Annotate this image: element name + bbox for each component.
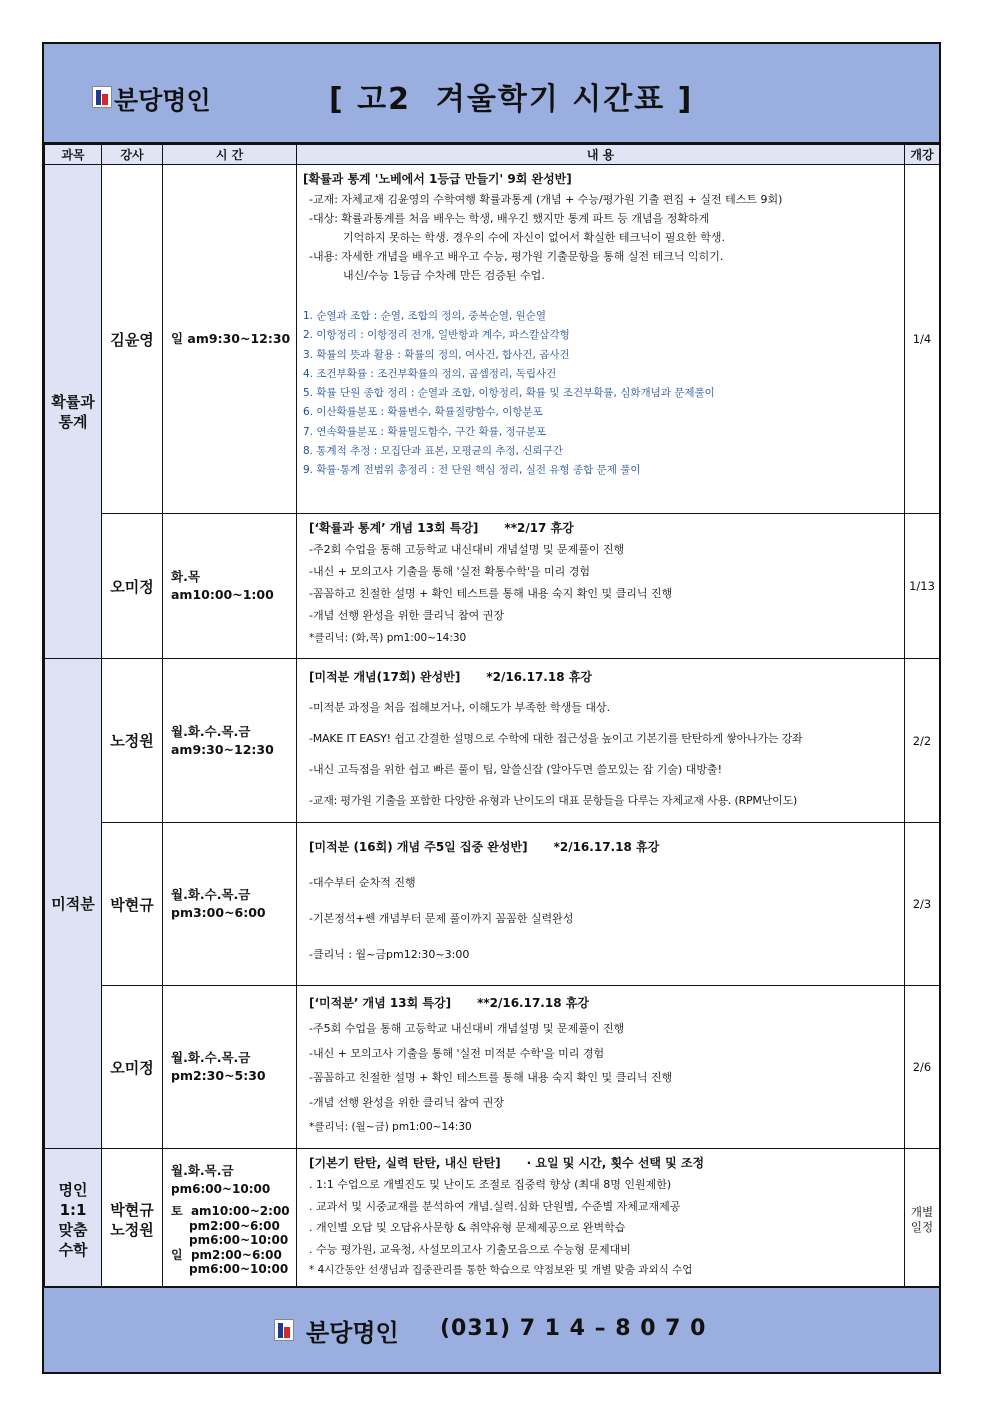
curriculum-item: 1. 순열과 조합 : 순열, 조합의 정의, 중복순열, 원순열 bbox=[303, 310, 546, 322]
col-start: 개강 bbox=[905, 145, 940, 165]
class-content bbox=[297, 1149, 905, 1291]
timetable bbox=[44, 144, 940, 1291]
curriculum-item: 8. 통계적 추정 : 모집단과 표본, 모평균의 추정, 신뢰구간 bbox=[303, 445, 563, 458]
col-teacher: 강사 bbox=[102, 145, 163, 165]
teacher-name: 박현규 노정원 bbox=[102, 1149, 163, 1291]
course-title: [‘확률과 통계’ 개념 13회 특강] bbox=[309, 521, 479, 535]
class-time: 월.화.수.목.금 am9:30~12:30 bbox=[163, 659, 297, 823]
course-title: [확률과 통계 '노베에서 1등급 만들기' 9회 완성반] bbox=[303, 172, 572, 186]
detail-line: -미적분 과정을 처음 접해보거나, 이해도가 부족한 학생들 대상. bbox=[309, 701, 611, 714]
table-row bbox=[45, 823, 940, 986]
curriculum-item: 3. 확률의 뜻과 활용 : 확률의 정의, 여사건, 합사건, 곱사건 bbox=[303, 348, 570, 361]
detail-line: -내용: 자세한 개념을 배우고 배우고 수능, 평가원 기출문항을 통해 실전 테크닉 익히기. bbox=[309, 250, 724, 263]
detail-line: *클리닉: (월~금) pm1:00~14:30 bbox=[309, 1121, 472, 1133]
curriculum-item: 7. 연속확률분포 : 확률밀도함수, 구간 확률, 정규분포 bbox=[303, 425, 547, 438]
table-header-row bbox=[45, 145, 940, 165]
col-content: 내 용 bbox=[297, 145, 905, 165]
curriculum-item: 6. 이산확률분포 : 확률변수, 확률질량함수, 이항분포 bbox=[303, 406, 543, 419]
subject-name: 확률과 통계 bbox=[51, 392, 95, 431]
class-time: 월.화.수.목.금 pm3:00~6:00 bbox=[163, 823, 297, 986]
teacher-name: 김윤영 bbox=[102, 165, 163, 514]
teacher-name: 노정원 bbox=[102, 659, 163, 823]
start-date: 2/6 bbox=[905, 986, 940, 1149]
start-date: 1/4 bbox=[905, 165, 940, 514]
detail-line: -기본정석+쎈 개념부터 문제 풀이까지 꼼꼼한 실력완성 bbox=[309, 912, 574, 925]
class-content bbox=[297, 514, 905, 659]
holiday-note: *2/16.17.18 휴강 bbox=[553, 840, 660, 854]
table-row bbox=[45, 659, 940, 823]
class-content bbox=[297, 823, 905, 986]
page-title: [ 고2 겨울학기 시간표 ] bbox=[329, 82, 694, 117]
start-date: 1/13 bbox=[905, 514, 940, 659]
detail-line: -대수부터 순차적 진행 bbox=[309, 876, 416, 889]
detail-line: -내신 + 모의고사 기출을 통해 '실전 확통수학'을 미리 경험 bbox=[309, 565, 590, 578]
table-row bbox=[45, 165, 940, 514]
page-footer bbox=[44, 1286, 939, 1372]
detail-line: . 교과서 및 시중교재를 분석하여 개념.실력.심화 단원별, 수준별 자체교재제공 bbox=[309, 1199, 681, 1213]
course-title: [미적분 (16회) 개념 주5일 집중 완성반] bbox=[309, 840, 528, 854]
start-date: 개별 일정 bbox=[905, 1149, 940, 1291]
course-title: [‘미적분’ 개념 13회 특강] bbox=[309, 996, 452, 1010]
detail-line: -개념 선행 완성을 위한 클리닉 참여 권장 bbox=[309, 609, 504, 622]
detail-line: -내신 + 모의고사 기출을 통해 '실전 미적분 수학'을 미리 경험 bbox=[309, 1046, 605, 1060]
teacher-name: 박현규 bbox=[102, 823, 163, 986]
detail-line: -MAKE IT EASY! 쉽고 간결한 설명으로 수학에 대한 접근성을 높이고 기본기를 탄탄하게 쌓아나가는 강좌 bbox=[309, 732, 803, 745]
detail-line: . 개인별 오답 및 오답유사문항 & 취약유형 문제제공으로 완벽학습 bbox=[309, 1221, 626, 1234]
start-date: 2/3 bbox=[905, 823, 940, 986]
page-frame bbox=[42, 42, 941, 1374]
detail-line: -주5회 수업을 통해 고등학교 내신대비 개념설명 및 문제풀이 진행 bbox=[309, 1022, 625, 1035]
detail-line: . 1:1 수업으로 개별진도 및 난이도 조절로 집중력 향상 (최대 8명 인원제한) bbox=[309, 1178, 672, 1191]
detail-line: -교재: 평가원 기출을 포함한 다양한 유형과 난이도의 대표 문항들을 다루는 자체교재 사용. (RPM난이도) bbox=[309, 794, 798, 807]
table-row bbox=[45, 986, 940, 1149]
curriculum-item: 9. 확률·통계 전범위 총정리 : 전 단원 핵심 정리, 실전 유형 종합 문제 풀이 bbox=[303, 464, 641, 477]
table-row bbox=[45, 514, 940, 659]
curriculum-item: 4. 조건부확률 : 조건부확률의 정의, 곱셈정리, 독립사건 bbox=[303, 367, 557, 380]
subject-name: 명인 1:1 맞춤 수학 bbox=[58, 1180, 88, 1259]
curriculum-item: 5. 확률 단원 종합 정리 : 순열과 조합, 이항정리, 확률 및 조건부확률, 심화개념과 문제풀이 bbox=[303, 387, 715, 400]
footer-brand: 분당명인 bbox=[306, 1319, 399, 1347]
holiday-note: **2/17 휴강 bbox=[504, 521, 574, 535]
detail-line: -교재: 자체교재 김윤영의 수학여행 확률과통계 (개념 + 수능/평가원 기출 편집 + 실전 테스트 9회) bbox=[309, 193, 783, 206]
holiday-note: *2/16.17.18 휴강 bbox=[486, 670, 592, 684]
academy-logo-icon bbox=[92, 86, 112, 108]
class-content bbox=[297, 986, 905, 1149]
detail-line: -꼼꼼하고 친절한 설명 + 확인 테스트를 통해 내용 숙지 확인 및 클리닉 진행 bbox=[309, 1071, 673, 1084]
subject-cell bbox=[45, 165, 102, 659]
class-time: 일 am9:30~12:30 bbox=[163, 165, 297, 514]
subject-cell bbox=[45, 659, 102, 1149]
detail-line: -클리닉 : 월~금pm12:30~3:00 bbox=[309, 948, 470, 961]
course-title: [기본기 탄탄, 실력 탄탄, 내신 탄탄] bbox=[309, 1156, 501, 1170]
col-time: 시 간 bbox=[163, 145, 297, 165]
subject-name: 미적분 bbox=[51, 894, 95, 913]
detail-line: -개념 선행 완성을 위한 클리닉 참여 권장 bbox=[309, 1095, 504, 1109]
start-date: 2/2 bbox=[905, 659, 940, 823]
table-row bbox=[45, 1149, 940, 1291]
curriculum-item: 2. 이항정리 : 이항정리 전개, 일반항과 계수, 파스칼삼각형 bbox=[303, 329, 570, 342]
detail-line: 내신/수능 1등급 수차례 만든 검증된 수업. bbox=[343, 269, 545, 282]
brand-name: 분당명인 bbox=[114, 86, 211, 115]
col-subject: 과목 bbox=[45, 145, 102, 165]
page-header bbox=[44, 44, 939, 144]
detail-line: -꼼꼼하고 친절한 설명 + 확인 테스트를 통해 내용 숙지 확인 및 클리닉 진행 bbox=[309, 587, 673, 600]
class-time: 월.화.목.금 pm6:00~10:00 토 am10:00~2:00 pm2:00~6:00 pm6:00~10:00 일 pm2:00~6:00 pm6:00~10:00 bbox=[163, 1149, 297, 1291]
class-time: 월.화.수.목.금 pm2:30~5:30 bbox=[163, 986, 297, 1149]
phone-number: (031) 7 1 4 – 8 0 7 0 bbox=[440, 1316, 707, 1341]
detail-line: -내신 고득점을 위한 쉽고 빠른 풀이 팁, 알쓸신잡 (알아두면 쓸모있는 잡 기술) 대방출! bbox=[309, 763, 723, 776]
class-time: 화.목 am10:00~1:00 bbox=[163, 514, 297, 659]
detail-line: -주2회 수업을 통해 고등학교 내신대비 개념설명 및 문제풀이 진행 bbox=[309, 543, 625, 556]
teacher-name: 오미정 bbox=[102, 986, 163, 1149]
detail-line: * 4시간동안 선생님과 집중관리를 통한 학습으로 약점보완 및 개별 맞춤 과외식 수업 bbox=[309, 1264, 693, 1276]
class-content bbox=[297, 659, 905, 823]
class-content bbox=[297, 165, 905, 514]
teacher-name: 오미정 bbox=[102, 514, 163, 659]
course-title: [미적분 개념(17회) 완성반] bbox=[309, 670, 461, 684]
detail-line: . 수능 평가원, 교육청, 사설모의고사 기출모음으로 수능형 문제대비 bbox=[309, 1242, 631, 1256]
holiday-note: **2/16.17.18 휴강 bbox=[477, 996, 589, 1010]
subject-cell bbox=[45, 1149, 102, 1291]
academy-logo-icon bbox=[274, 1319, 294, 1341]
detail-line: *클리닉: (화,목) pm1:00~14:30 bbox=[309, 632, 467, 644]
detail-line: 기억하지 못하는 학생. 경우의 수에 자신이 없어서 확실한 테크닉이 필요한 학생. bbox=[343, 231, 725, 244]
detail-line: -대상: 확률과통계를 처음 배우는 학생, 배우긴 했지만 통계 파트 등 개념을 정확하게 bbox=[309, 212, 710, 225]
option-note: · 요일 및 시간, 횟수 선택 및 조정 bbox=[526, 1156, 705, 1170]
